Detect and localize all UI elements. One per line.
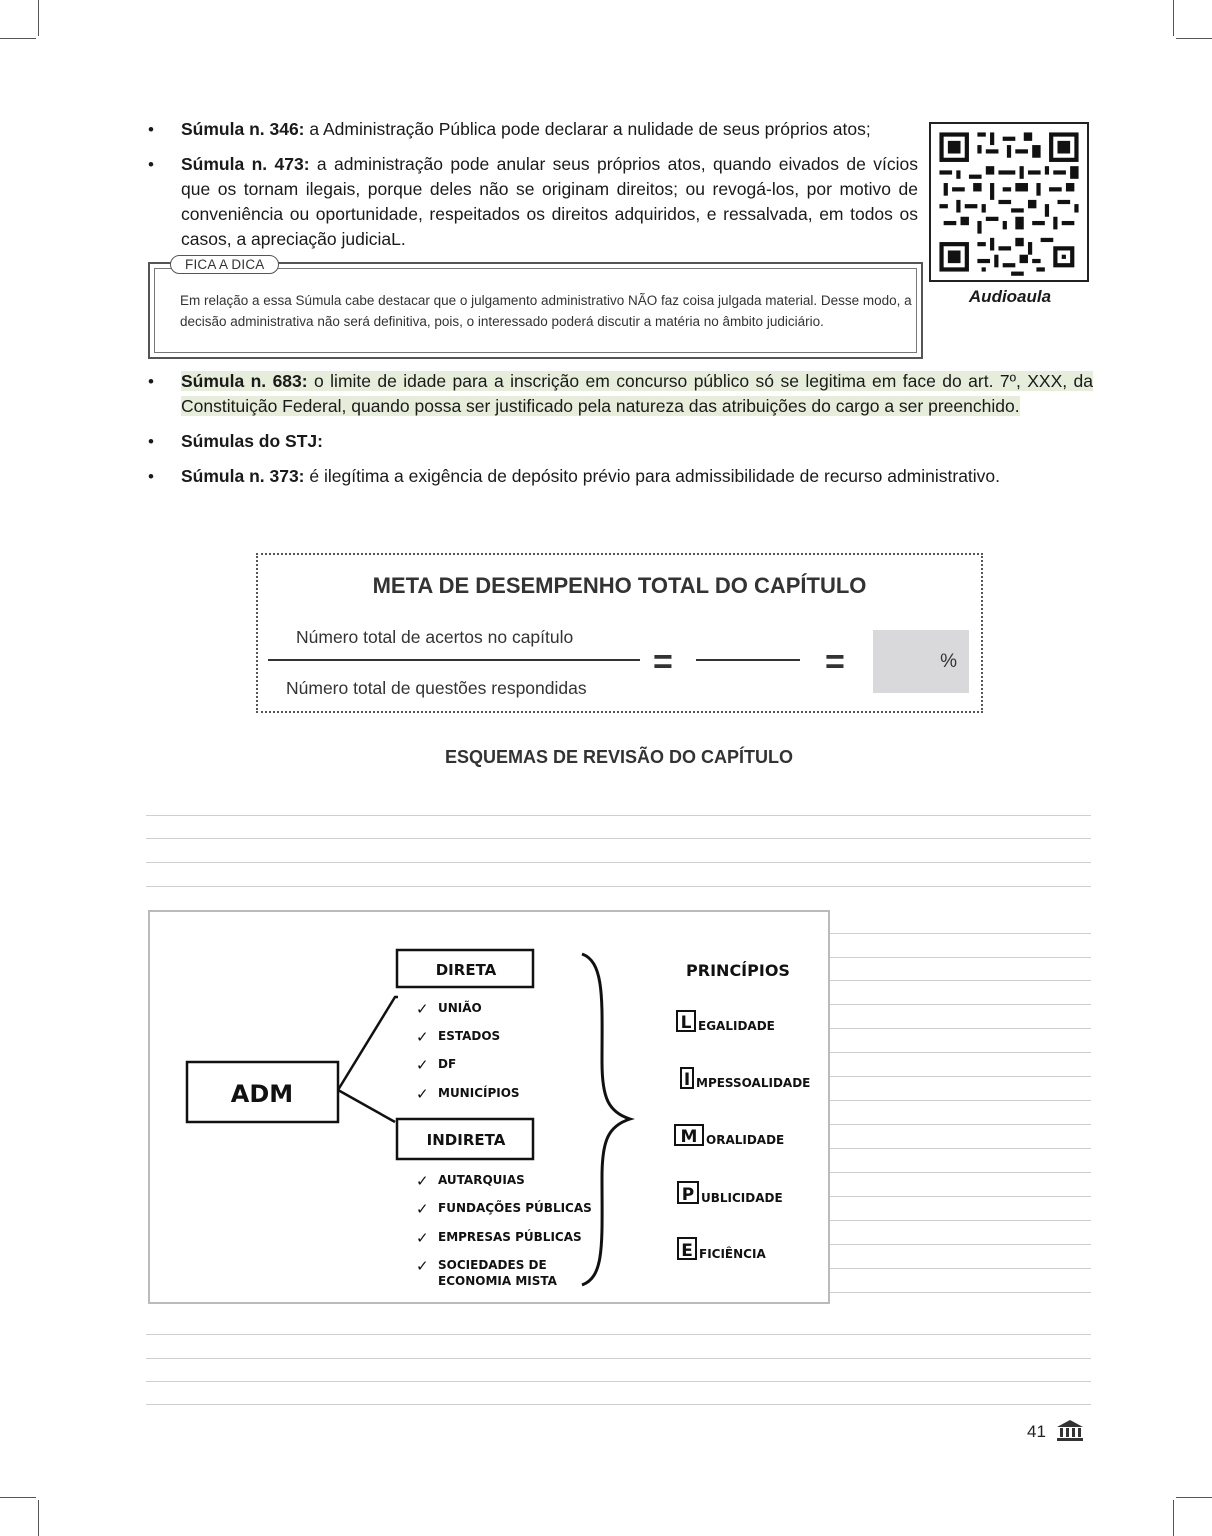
sumula-label: Súmula n. 683: bbox=[181, 371, 308, 391]
direta-item: ESTADOS bbox=[438, 1029, 501, 1043]
sumula-346-item bbox=[148, 117, 918, 142]
direta-item: MUNICÍPIOS bbox=[438, 1086, 520, 1100]
check-icon: ✓ bbox=[416, 1172, 429, 1190]
crop-mark bbox=[38, 0, 39, 36]
percent-field[interactable] bbox=[873, 630, 969, 693]
library-icon bbox=[1055, 1418, 1085, 1442]
audioaula-label: Audioaula bbox=[968, 287, 1052, 306]
principio-row bbox=[678, 1182, 783, 1205]
branch-indireta bbox=[338, 1090, 395, 1122]
crop-mark bbox=[1173, 1500, 1174, 1536]
ruled-line bbox=[146, 815, 1091, 816]
principio-rest: FICIÊNCIA bbox=[699, 1247, 766, 1261]
sumulas-stj-item bbox=[148, 429, 1093, 454]
principio-row bbox=[678, 1238, 766, 1261]
crop-mark bbox=[0, 1497, 36, 1498]
indireta-item: EMPRESAS PÚBLICAS bbox=[438, 1230, 582, 1244]
qr-code[interactable] bbox=[929, 122, 1089, 282]
principio-row bbox=[677, 1011, 775, 1033]
ruled-line bbox=[830, 1052, 1091, 1053]
direta-title: DIRETA bbox=[435, 961, 497, 979]
sumula-text: o limite de idade para a inscrição em concurso público só se legitima em face do art. 7º, XXX, da Constituição Federal, quando possa ser justificado pela natureza das atribuições do cargo a ser preenchido. bbox=[181, 371, 1093, 416]
check-icon: ✓ bbox=[416, 1085, 429, 1103]
sumula-683-item bbox=[148, 369, 1093, 419]
sumulas-list-bottom bbox=[148, 369, 1093, 489]
ruled-line bbox=[146, 862, 1091, 863]
principio-row bbox=[681, 1068, 810, 1090]
dica-text: Em relação a essa Súmula cabe destacar que o julgamento administrativo NÃO faz coisa julgada material. Desse modo, a decisão administrativa não será definitiva, pois, o interessado poderá discutir a matéria no âmbito judiciário. bbox=[180, 293, 912, 329]
check-icon: ✓ bbox=[416, 1257, 429, 1275]
diagram-canvas bbox=[150, 912, 832, 1306]
meta-numerator: Número total de acertos no capítulo bbox=[296, 627, 574, 647]
principio-rest: MPESSOALIDADE bbox=[696, 1076, 811, 1090]
initial-letter: E bbox=[681, 1241, 693, 1261]
ruled-line bbox=[146, 1404, 1091, 1405]
check-icon: ✓ bbox=[416, 1200, 429, 1218]
sumula-373-item bbox=[148, 464, 1093, 489]
principio-rest: ORALIDADE bbox=[706, 1133, 785, 1147]
sumulas-list-top bbox=[148, 117, 918, 252]
check-icon: ✓ bbox=[416, 1229, 429, 1247]
ruled-line bbox=[830, 1172, 1091, 1173]
sumula-text: é ilegítima a exigência de depósito prévio para admissibilidade de recurso administrativo. bbox=[304, 466, 1001, 486]
ruled-line bbox=[830, 1268, 1091, 1269]
branch-direta bbox=[338, 997, 398, 1090]
initial-letter: I bbox=[683, 1070, 691, 1090]
ruled-line bbox=[830, 1124, 1091, 1125]
principio-rest: UBLICIDADE bbox=[701, 1191, 783, 1205]
check-icon: ✓ bbox=[416, 1056, 429, 1074]
sumula-label: Súmula n. 373: bbox=[181, 466, 305, 486]
esquemas-title: ESQUEMAS DE REVISÃO DO CAPÍTULO bbox=[444, 747, 794, 767]
fica-a-dica-box bbox=[148, 257, 923, 359]
dica-tag: FICA A DICA bbox=[170, 255, 279, 274]
ruled-line bbox=[830, 1148, 1091, 1149]
page-number: 41 bbox=[1027, 1422, 1046, 1441]
sumula-label: Súmula n. 473: bbox=[181, 154, 310, 174]
crop-mark bbox=[38, 1500, 39, 1536]
sumula-label: Súmulas do STJ: bbox=[181, 431, 323, 451]
check-icon: ✓ bbox=[416, 1028, 429, 1046]
indireta-item: FUNDAÇÕES PÚBLICAS bbox=[438, 1201, 592, 1215]
indireta-item: SOCIEDADES DE bbox=[438, 1258, 547, 1272]
principio-row bbox=[675, 1125, 784, 1147]
crop-mark bbox=[1176, 1497, 1212, 1498]
initial-letter: L bbox=[680, 1013, 692, 1033]
ruled-line bbox=[830, 1196, 1091, 1197]
adm-label: ADM bbox=[230, 1080, 294, 1108]
meta-title: META DE DESEMPENHO TOTAL DO CAPÍTULO bbox=[372, 573, 867, 598]
initial-letter: M bbox=[680, 1127, 698, 1147]
qr-code-icon bbox=[931, 124, 1087, 280]
equals-sign: = bbox=[825, 643, 845, 681]
direta-item: DF bbox=[438, 1057, 457, 1071]
direta-item: UNIÃO bbox=[438, 1001, 482, 1015]
principio-rest: EGALIDADE bbox=[698, 1019, 775, 1033]
initial-letter: P bbox=[681, 1185, 695, 1205]
equals-sign: = bbox=[653, 643, 673, 681]
ruled-line bbox=[830, 1244, 1091, 1245]
ruled-line bbox=[830, 980, 1091, 981]
ruled-line bbox=[146, 1334, 1091, 1335]
meta-denominator: Número total de questões respondidas bbox=[286, 678, 587, 698]
ruled-line bbox=[830, 1220, 1091, 1221]
sumula-text: a administração pode anular seus próprios atos, quando eivados de vícios que os tornam ilegais, porque deles não se originam direitos; ou revogá-los, por motivo de conveniência ou oportunidade, respeitados os direitos adquiridos, e ressalvada, em todos os casos, a apreciação judiciaL. bbox=[181, 154, 918, 249]
crop-mark bbox=[1173, 0, 1174, 36]
sumula-label: Súmula n. 346: bbox=[181, 119, 305, 139]
fraction-line bbox=[268, 659, 640, 661]
ruled-line bbox=[830, 1028, 1091, 1029]
ruled-line bbox=[830, 1076, 1091, 1077]
answer-blank[interactable] bbox=[696, 659, 800, 661]
crop-mark bbox=[0, 38, 36, 39]
principios-title: PRINCÍPIOS bbox=[686, 961, 790, 980]
crop-mark bbox=[1176, 38, 1212, 39]
ruled-line bbox=[830, 1292, 1091, 1293]
indireta-item: AUTARQUIAS bbox=[438, 1173, 525, 1187]
curly-brace bbox=[582, 954, 630, 1285]
percent-sign: % bbox=[940, 651, 957, 672]
meta-desempenho-box bbox=[256, 553, 983, 713]
adm-diagram bbox=[148, 910, 830, 1304]
ruled-line bbox=[830, 933, 1091, 934]
sumula-473-item bbox=[148, 152, 918, 252]
ruled-line bbox=[830, 1100, 1091, 1101]
highlight bbox=[181, 371, 1093, 416]
ruled-line bbox=[146, 838, 1091, 839]
ruled-line bbox=[146, 1381, 1091, 1382]
indireta-title: INDIRETA bbox=[426, 1131, 506, 1149]
ruled-line bbox=[830, 1004, 1091, 1005]
indireta-item: ECONOMIA MISTA bbox=[438, 1274, 557, 1288]
ruled-line bbox=[146, 886, 1091, 887]
sumula-text: a Administração Pública pode declarar a nulidade de seus próprios atos; bbox=[304, 119, 871, 139]
ruled-line bbox=[146, 1358, 1091, 1359]
check-icon: ✓ bbox=[416, 1000, 429, 1018]
ruled-line bbox=[830, 957, 1091, 958]
